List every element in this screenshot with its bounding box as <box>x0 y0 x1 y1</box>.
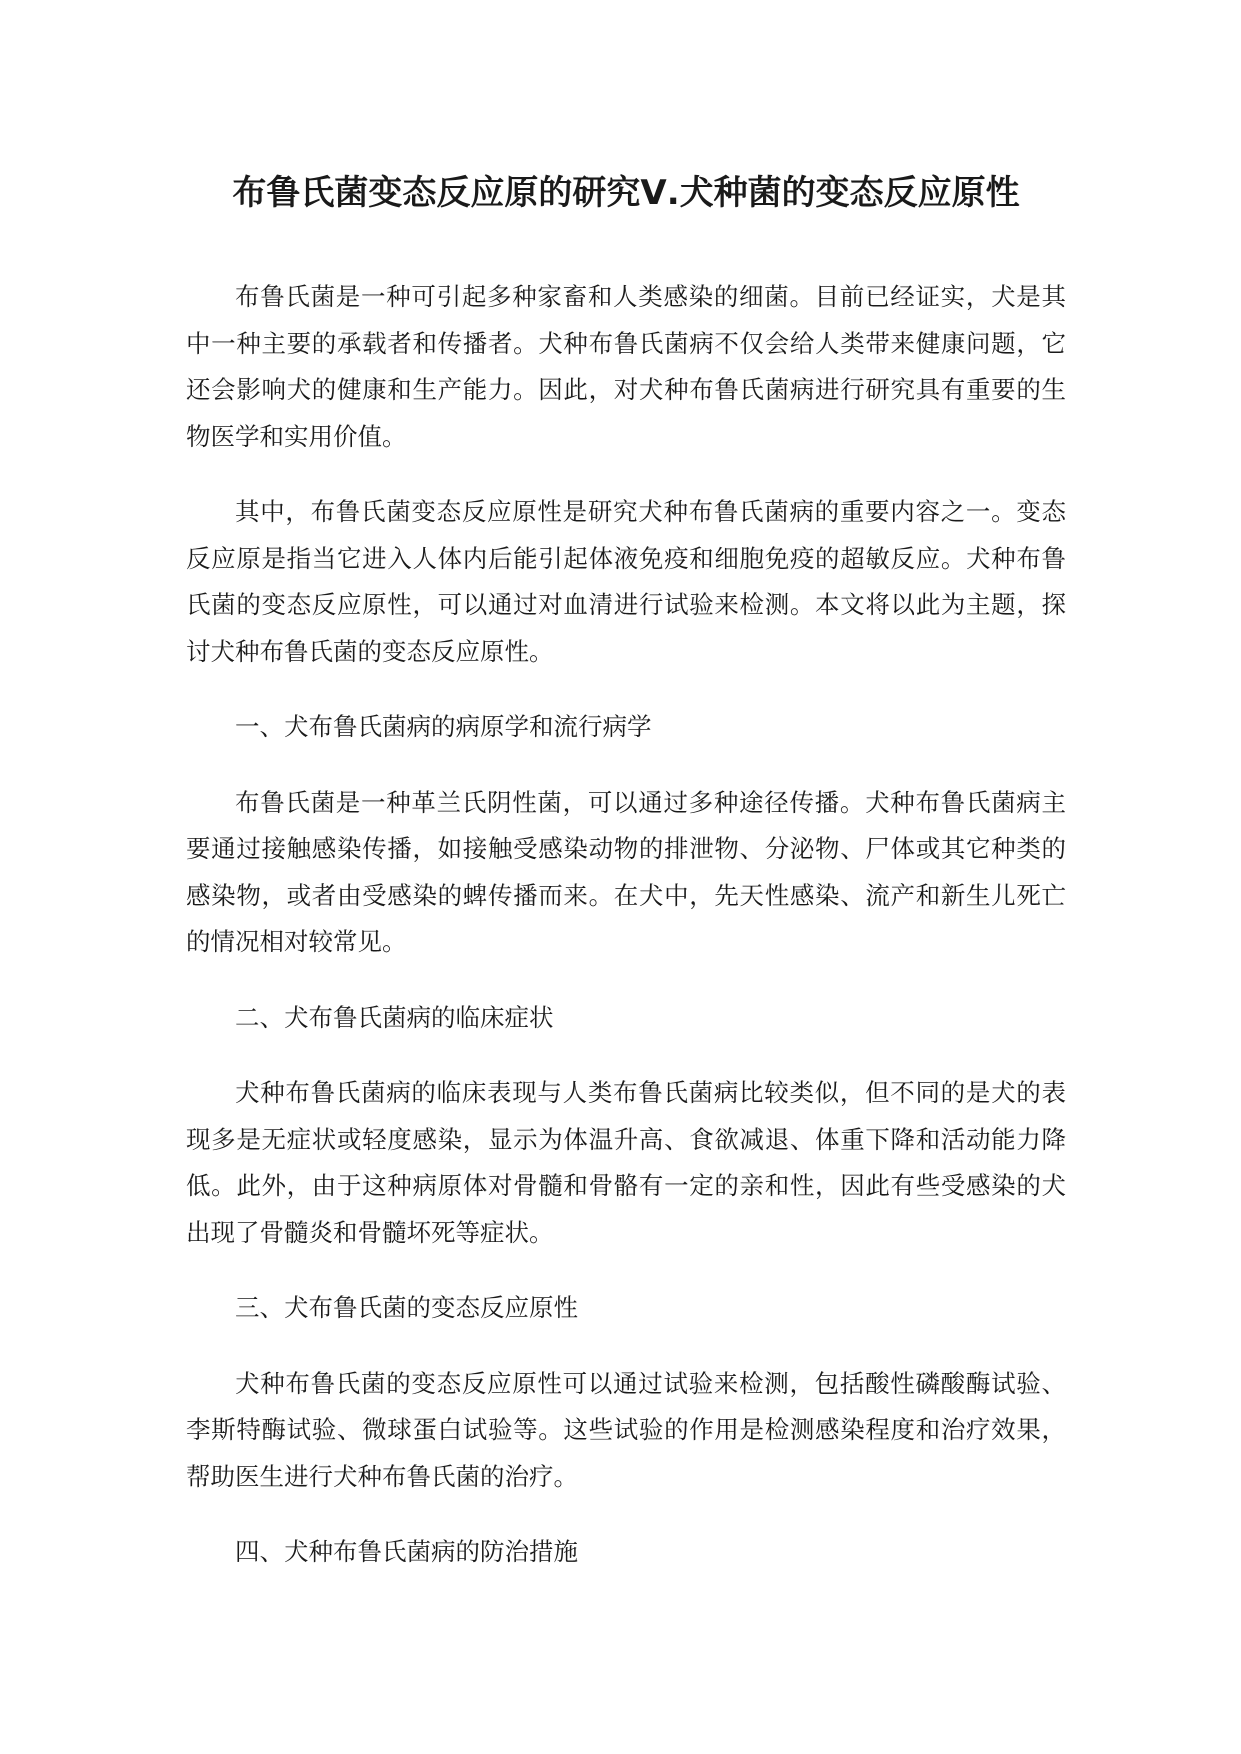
body-paragraph: 其中，布鲁氏菌变态反应原性是研究犬种布鲁氏菌病的重要内容之一。变态反应原是指当它进入人体内后能引起体液免疫和细胞免疫的超敏反应。犬种布鲁氏菌的变态反应原性，可以通过对血清进行试验来检测。本文将以此为主题，探讨犬种布鲁氏菌的变态反应原性。 <box>186 497 1066 666</box>
body-paragraph: 布鲁氏菌是一种可引起多种家畜和人类感染的细菌。目前已经证实，犬是其中一种主要的承载者和传播者。犬种布鲁氏菌病不仅会给人类带来健康问题，它还会影响犬的健康和生产能力。因此，对犬种布鲁氏菌病进行研究具有重要的生物医学和实用价值。 <box>186 282 1066 451</box>
body-paragraph: 犬种布鲁氏菌病的临床表现与人类布鲁氏菌病比较类似，但不同的是犬的表现多是无症状或轻度感染，显示为体温升高、食欲减退、体重下降和活动能力降低。此外，由于这种病原体对骨髓和骨骼有一定的亲和性，因此有些受感染的犬出现了骨髓炎和骨髓坏死等症状。 <box>186 1078 1066 1247</box>
section-heading: 三、犬布鲁氏菌的变态反应原性 <box>235 1293 578 1322</box>
body-paragraph: 布鲁氏菌是一种革兰氏阴性菌，可以通过多种途径传播。犬种布鲁氏菌病主要通过接触感染传播，如接触受感染动物的排泄物、分泌物、尸体或其它种类的感染物，或者由受感染的蜱传播而来。在犬中，先天性感染、流产和新生儿死亡的情况相对较常见。 <box>186 787 1066 956</box>
document-page <box>186 150 1066 1605</box>
body-paragraph: 犬种布鲁氏菌的变态反应原性可以通过试验来检测，包括酸性磷酸酶试验、李斯特酶试验、微球蛋白试验等。这些试验的作用是检测感染程度和治疗效果，帮助医生进行犬种布鲁氏菌的治疗。 <box>186 1368 1066 1491</box>
section-heading: 一、犬布鲁氏菌病的病原学和流行病学 <box>235 712 652 741</box>
section-heading: 二、犬布鲁氏菌病的临床症状 <box>235 1002 554 1032</box>
section-heading: 四、犬种布鲁氏菌病的防治措施 <box>235 1537 578 1566</box>
document-body <box>186 274 1066 1576</box>
document-title: 布鲁氏菌变态反应原的研究Ⅴ.犬种菌的变态反应原性 <box>232 173 1020 213</box>
